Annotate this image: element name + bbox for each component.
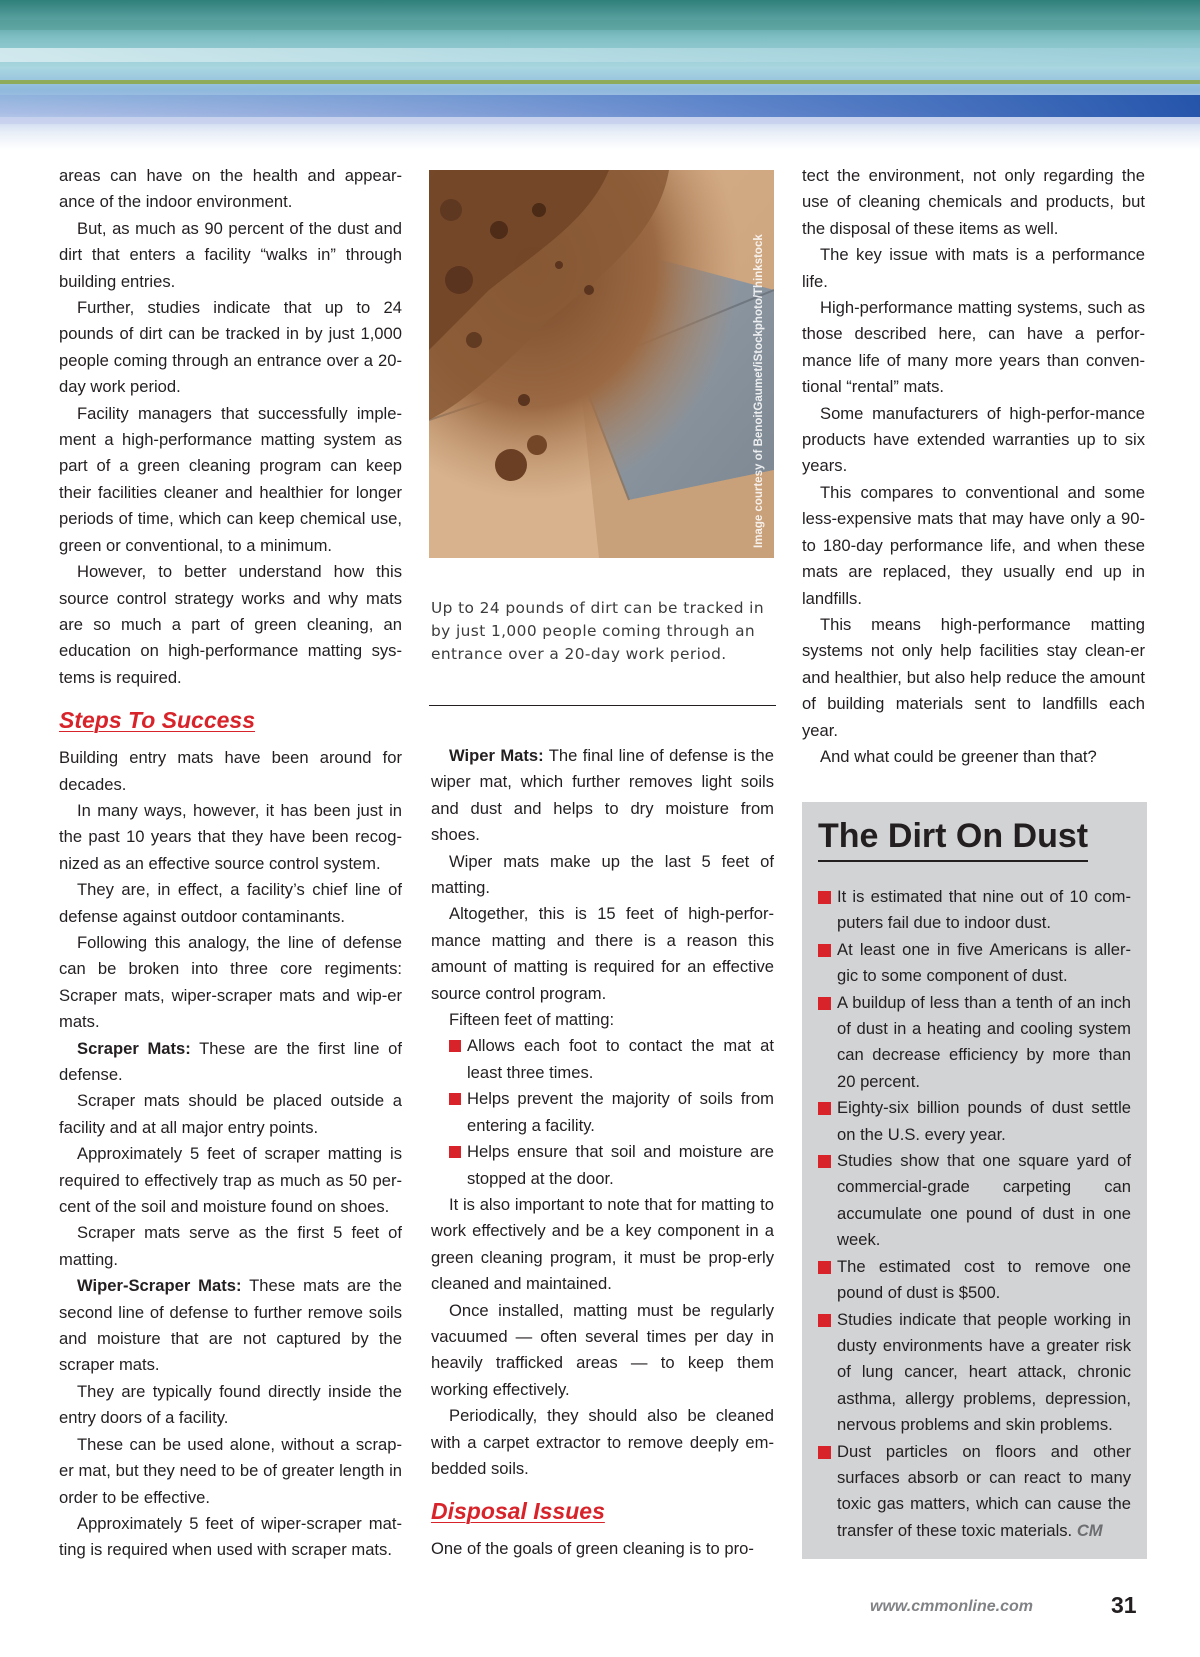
paragraph: Facility managers that successfully imple-ment a high-performance matting system as part of a green cleaning program can keep their facilities cleaner and healthier for longer periods of time, which can keep chemical use, green or conventional, to a minimum. xyxy=(59,403,402,555)
paragraph: Wiper mats make up the last 5 feet of matting. xyxy=(431,851,774,898)
paragraph: Approximately 5 feet of wiper-scraper mat-ting is required when used with scraper mats. xyxy=(59,1513,402,1560)
paragraph: They are, in effect, a facility’s chief line of defense against outdoor contaminants. xyxy=(59,880,402,926)
paragraph: Once installed, matting must be regularly vacuumed — often several times per day in heavily trafficked areas — to keep them working effectively. xyxy=(431,1300,774,1399)
list-item-text: Dust particles on floors and other surfaces absorb or can react to many toxic gas matters, which can cause the transfer of these toxic materials. xyxy=(837,1441,1131,1540)
lead-scraper: Scraper Mats: xyxy=(77,1038,191,1058)
list-item-last xyxy=(818,1439,1131,1545)
paragraph: Scraper mats should be placed outside a facility and at all major entry points. xyxy=(59,1091,402,1137)
list-item: Helps ensure that soil and moisture are stopped at the door. xyxy=(431,1139,774,1192)
paragraph: This means high-performance matting systems not only help facilities stay clean-er and healthier, but also help reduce the amount of building materials sent to landfills each year. xyxy=(802,614,1145,740)
paragraph: Following this analogy, the line of defense can be broken into three core regiments: Scraper mats, wiper-scraper mats and wip-er mats. xyxy=(59,932,402,1032)
paragraph: But, as much as 90 percent of the dust and dirt that enters a facility “walks in” through building entries. xyxy=(59,218,402,291)
list-item: Helps prevent the majority of soils from entering a facility. xyxy=(431,1086,774,1139)
paragraph: Periodically, they should also be cleaned with a carpet extractor to remove deeply em-bedded soils. xyxy=(431,1406,774,1478)
lead-wiper-scraper: Wiper-Scraper Mats: xyxy=(77,1276,242,1296)
list-item: Eighty-six billion pounds of dust settle on the U.S. every year. xyxy=(818,1095,1131,1148)
paragraph: areas can have on the health and appear-ance of the indoor environment. xyxy=(59,166,402,212)
paragraph-wiper xyxy=(431,743,774,849)
paragraph: And what could be greener than that? xyxy=(820,746,1097,766)
paragraph: This compares to conventional and some less-expensive mats that may have only a 90- to 180-day performance life, and when these mats are replaced, they usually end up in landfills. xyxy=(802,482,1145,608)
matting-bullets xyxy=(431,1033,774,1191)
paragraph: One of the goals of green cleaning is to pro- xyxy=(431,1539,754,1559)
page-number: 31 xyxy=(1111,1592,1137,1618)
paragraph: The key issue with mats is a performance life. xyxy=(802,245,1145,291)
photo-credit: Image courtesy of BenoitGaumet/iStockphoto/Thinkstock xyxy=(753,234,765,548)
section-heading-disposal: Disposal Issues xyxy=(431,1498,605,1525)
header-banner xyxy=(0,0,1200,150)
sidebar-list xyxy=(818,884,1131,1544)
paragraph-wiper-scraper xyxy=(59,1273,402,1379)
paragraph-text: The final line of defense is the wiper mat, which further removes light soils and dust and helps to dry moisture from shoes. xyxy=(431,746,774,845)
column-3 xyxy=(802,163,1145,770)
lead-wiper: Wiper Mats: xyxy=(449,746,544,765)
dirt-on-tile-photo xyxy=(429,170,774,558)
list-item: It is estimated that nine out of 10 com-puters fail due to indoor dust. xyxy=(818,884,1131,937)
paragraph-text: These are the first line of defense. xyxy=(59,1038,402,1084)
paragraph: However, to better understand how this source control strategy works and why mats are so much a part of green cleaning, an education on high-performance matting sys-tems is required. xyxy=(59,562,402,687)
paragraph: High-performance matting systems, such as those described here, can have a perfor-mance life of many more years than conven-tional “rental” mats. xyxy=(802,298,1145,397)
paragraph: Some manufacturers of high-perfor-mance products have extended warranties up to six years. xyxy=(802,403,1145,476)
divider xyxy=(429,705,776,706)
sidebar-title: The Dirt On Dust xyxy=(818,814,1088,862)
section-heading-steps: Steps To Success xyxy=(59,707,256,734)
paragraph-scraper xyxy=(59,1036,402,1089)
list-item: Studies indicate that people working in dusty environments have a greater risk of lung cancer, heart attack, chronic asthma, allergy problems, depression, nervous problems and skin problems. xyxy=(818,1307,1131,1439)
column-2 xyxy=(431,743,774,1563)
footer-url: www.cmmonline.com xyxy=(870,1598,1033,1615)
paragraph: Altogether, this is 15 feet of high-perfor-mance matting and there is a reason this amount of matting is required for an effective source control program. xyxy=(431,904,774,1003)
paragraph: Further, studies indicate that up to 24 pounds of dirt can be tracked in by just 1,000 people coming through an entrance over a 20-day work period. xyxy=(59,298,402,397)
sidebar-dirt-on-dust xyxy=(802,802,1147,1559)
paragraph: Scraper mats serve as the first 5 feet of matting. xyxy=(59,1223,402,1269)
list-item: At least one in five Americans is aller-gic to some component of dust. xyxy=(818,937,1131,990)
list-item: A buildup of less than a tenth of an inch of dust in a heating and cooling system can decrease efficiency by more than 20 percent. xyxy=(818,990,1131,1096)
list-item: Allows each foot to contact the mat at least three times. xyxy=(431,1033,774,1086)
paragraph: In many ways, however, it has been just in the past 10 years that they have been recog-nized as an effective source control system. xyxy=(59,800,402,873)
paragraph: tect the environment, not only regarding the use of cleaning chemicals and products, but the disposal of these items as well. xyxy=(802,166,1145,238)
paragraph: Building entry mats have been around for decades. xyxy=(59,748,402,794)
photo-caption: Up to 24 pounds of dirt can be tracked in by just 1,000 people coming through an entrance over a 20-day work period. xyxy=(431,599,764,663)
column-1 xyxy=(59,163,402,1564)
paragraph: It is also important to note that for matting to work effectively and be a key component in a green cleaning program, it must be prop-erly cleaned and maintained. xyxy=(431,1194,774,1294)
paragraph-text: These mats are the second line of defense to further remove soils and moisture that are not captured by the scraper mats. xyxy=(59,1276,402,1375)
list-item: Studies show that one square yard of commercial-grade carpeting can accumulate one pound of dust in one week. xyxy=(818,1148,1131,1254)
signoff: CM xyxy=(1076,1520,1103,1540)
list-item: The estimated cost to remove one pound of dust is $500. xyxy=(818,1254,1131,1307)
paragraph: Fifteen feet of matting: xyxy=(449,1010,615,1030)
paragraph: They are typically found directly inside the entry doors of a facility. xyxy=(59,1381,402,1428)
paragraph: These can be used alone, without a scrap-er mat, but they need to be of greater length in order to be effective. xyxy=(59,1434,402,1507)
paragraph: Approximately 5 feet of scraper matting is required to effectively trap as much as 50 per-cent of the soil and moisture found on shoes. xyxy=(59,1144,402,1217)
